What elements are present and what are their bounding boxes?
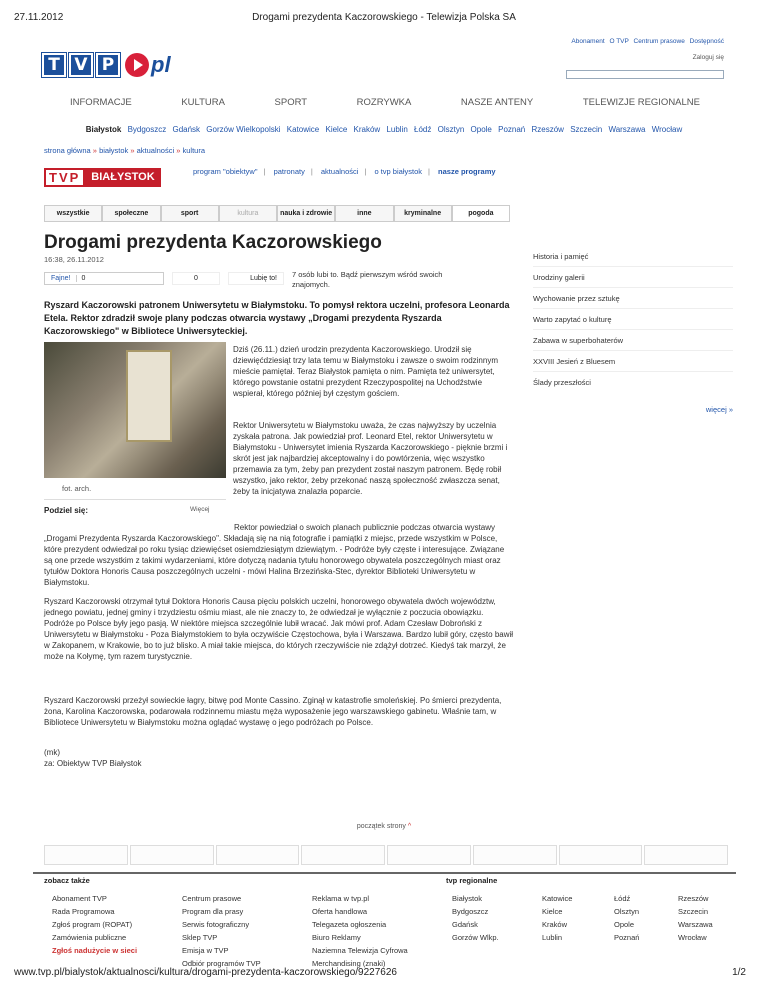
footer-region-link[interactable]: Lublin [542,933,563,942]
play-icon [125,53,149,77]
footer-banner[interactable] [644,845,728,865]
region-link[interactable]: Gdańsk [172,125,201,134]
footer-banner-row [44,845,730,865]
tab-kultura[interactable]: kultura [219,205,277,221]
nav-nasze-anteny[interactable]: NASZE ANTENY [460,97,534,108]
article-lead: Ryszard Kaczorowski patronem Uniwersytetu w Białymstoku. To pomysł rektora uczelni, profesora Leonarda Etela. Rektor zdradził swoje plany podczas otwarcia wystawy „Drogami prezydenta Ryszarda Kaczorowskiego" w Bibliotece Uniwersyteckiej. [44,300,510,336]
top-links [568,38,724,45]
nav-kultura[interactable]: KULTURA [181,97,225,108]
footer-regional-heading: tvp regionalne [446,876,498,885]
article-paragraph: Ryszard Kaczorowski otrzymał tytuł Doktora Honoris Causa pięciu polskich uczelni, honorowego obywatela dwóch województw, jednego powiatu, jednej gminy i trzydziestu ośmiu miast, ale nie znaczy to, że odwiedzał je wyłącznie z poczucia obowiązku. Podróże po Polsce były jego pasją. W niektóre miejsca szczególnie lubił wracać. Jak mówi prof. Adam Czesław Dobroński z Uniwersytetu w Białymstoku - Poza Białymstokiem to była oczywiście Częstochowa, była i Warszawa. Bardzo lubił góry, często bawił w Zakopanem, w Krakowie, bo to już blisko. A miał takie miejsca, do których rzeczywiście nie zdążył dotrzeć. Kiedyś tak marzył, że może na Kołymę, tym razem turystycznie. [44,597,514,661]
nav-sport[interactable]: SPORT [274,97,308,108]
facebook-like-text: 7 osób lubi to. Bądź pierwszym wśród swoich znajomych. [292,270,443,289]
print-date: 27.11.2012 [14,12,64,23]
footer-link[interactable]: Telegazeta ogłoszenia [312,920,387,929]
back-to-top[interactable] [0,823,768,830]
subnav-aktualnosci[interactable]: aktualności [320,167,359,176]
breadcrumb [44,146,205,155]
region-link[interactable]: Kraków [353,125,381,134]
footer-region-link[interactable]: Opole [614,920,635,929]
tvpb-logo-tvp: TVP [44,168,85,187]
print-title: Drogami prezydenta Kaczorowskiego - Telewizja Polska SA [252,12,516,23]
print-page-number: 1/2 [732,967,746,978]
region-link[interactable]: Opole [470,125,492,134]
back-to-top-label: początek strony [356,823,406,830]
footer-link[interactable]: Merchandising (znaki) [312,959,386,968]
footer-banner[interactable] [130,845,214,865]
sidebar-item[interactable]: Warto zapytać o kulturę [533,309,733,330]
footer-link-report-abuse[interactable]: Zgłoś nadużycie w sieci [52,946,138,955]
sidebar-item[interactable]: Zabawa w superbohaterów [533,330,733,351]
footer-divider [33,872,736,874]
region-link[interactable]: Kielce [325,125,348,134]
footer-link[interactable]: Biuro Reklamy [312,933,361,942]
tab-wszystkie[interactable]: wszystkie [44,205,102,221]
nav-informacje[interactable]: INFORMACJE [70,97,132,108]
footer-banner[interactable] [44,845,128,865]
tvpb-logo-bialystok: BIAŁYSTOK [85,168,160,187]
region-link[interactable]: Olsztyn [437,125,465,134]
footer-region-link[interactable]: Warszawa [678,920,713,929]
sidebar-item[interactable]: Ślady przeszłości [533,378,591,387]
breadcrumb-bialystok[interactable]: białystok [99,146,129,155]
footer-link[interactable]: Reklama w tvp.pl [312,894,370,903]
nav-rozrywka[interactable]: ROZRYWKA [356,97,412,108]
article-photo[interactable] [44,342,226,478]
footer-banner[interactable] [473,845,557,865]
tab-kryminalne[interactable]: kryminalne [394,205,452,221]
footer-see-also-heading: zobacz także [44,876,90,885]
fajne-count: 0 [81,275,86,282]
share-count: 0 [172,272,220,285]
footer-link[interactable]: Abonament TVP [52,894,107,903]
footer-link[interactable]: Centrum prasowe [182,894,242,903]
breadcrumb-aktualnosci[interactable]: aktualności [136,146,175,155]
footer-banner[interactable] [301,845,385,865]
footer-column [312,892,408,970]
article-paragraph: Rektor powiedział o swoich planach publicznie podczas otwarcia wystawy „Drogami Prezydenta Ryszarda Kaczorowskiego". Składają się na nią fotografie i pamiątki z miejsc, przede wszystkim w Polsce, które prezydent odwiedzał po roku tysiąc dziewięćset osiemdziesiątym dziewiątym. - Podróże były częste i interesujące. Związane są one przede wszystkim z takimi wydarzeniami, które dotyczą nadania tytułu honorowego obywatela poszczególnych miast oraz tytułów Doktora Honoris Causa poszczególnych uczelni - mówi Halina Brzezińska-Stec, dyrektor Biblioteki Uniwersytetu w Białymstoku. [44,523,505,587]
tvp-logo[interactable] [42,48,171,82]
logo-letter-v: V [69,53,93,77]
footer-region-link[interactable]: Poznań [614,933,640,942]
footer-region-column [614,892,639,944]
breadcrumb-kultura[interactable]: kultura [182,146,206,155]
tab-sport[interactable]: sport [161,205,219,221]
region-link[interactable]: Rzeszów [531,125,564,134]
page-title: Drogami prezydenta Kaczorowskiego [44,232,382,253]
regional-subnav [190,167,499,176]
main-nav [40,97,730,108]
sidebar-item[interactable]: Historia i pamięć [533,246,733,267]
subnav-separator: | [263,167,266,176]
footer-region-column [452,892,499,944]
breadcrumb-separator: » [130,146,135,155]
footer-link[interactable]: Rada Programowa [52,907,115,916]
footer-region-column [542,892,572,944]
footer-region-link[interactable]: Szczecin [678,907,709,916]
footer-link[interactable]: Sklep TVP [182,933,218,942]
subnav-o-tvp-bialystok[interactable]: o tvp białystok [374,167,422,176]
arrow-up-icon: ^ [407,823,412,830]
logo-letter-t: T [42,53,66,77]
sidebar-item[interactable]: Wychowanie przez sztukę [533,288,733,309]
tvp-bialystok-logo[interactable] [44,168,161,187]
region-link[interactable]: Wrocław [651,125,683,134]
footer-region-link[interactable]: Kielce [542,907,563,916]
region-link[interactable]: Katowice [286,125,320,134]
article-paragraph: Dziś (26.11.) dzień urodzin prezydenta Kaczorowskiego. Urodził się dziewięćdziesiąt trzy lata temu w Białymstoku i zawsze o swoim rodzinnym mieście pamiętał. Teraz Białystok pamięta o nim. Pamięta też uniwersytet, którego powstanie ostatni prezydent Rzeczypospolitej na Uchodźstwie wspierał, którego później był częstym gościem. [233,345,498,398]
top-link-centrum-prasowe[interactable]: Centrum prasowe [633,38,685,45]
share-more-link[interactable]: Więcej [190,506,210,513]
subnav-patronaty[interactable]: patronaty [273,167,305,176]
footer-link[interactable]: Zgłoś program (ROPAT) [52,920,133,929]
region-link[interactable]: Łódź [414,125,432,134]
footer-region-link[interactable]: Łódź [614,894,631,903]
footer-link[interactable]: Oferta handlowa [312,907,368,916]
top-link-dostepnosc[interactable]: Dostępność [689,38,724,45]
breadcrumb-separator: » [176,146,181,155]
footer-region-link[interactable]: Olsztyn [614,907,640,916]
footer-link[interactable]: Serwis fotograficzny [182,920,250,929]
footer-region-link[interactable]: Białystok [452,894,483,903]
footer-link[interactable]: Zamówienia publiczne [52,933,127,942]
login-link[interactable]: Zaloguj się [692,54,724,61]
share-label: Podziel się: [44,499,226,515]
footer-link[interactable]: Odbiór programów TVP [182,959,261,968]
search-input[interactable] [566,70,724,79]
region-link[interactable]: Bydgoszcz [127,125,167,134]
footer-link[interactable]: Emisja w TVP [182,946,229,955]
article-paragraph: Ryszard Kaczorowski przeżył sowieckie łagry, bitwę pod Monte Cassino. Zginął w katastrofie smoleńskiej. Po śmierci prezydenta, żona, Karolina Kaczorowska, podarowała rodzinnemu miastu męża wyposażenie jego warszawskiego gabinetu. Właśnie tam, w Bibliotece Uniwersytetu w Białymstoku można oglądać wystawę o jego podróżach po Polsce. [44,696,502,727]
subnav-nasze-programy[interactable]: nasze programy [438,167,496,176]
footer-region-link[interactable]: Wrocław [678,933,707,942]
nav-telewizje-regionalne[interactable]: TELEWIZJE REGIONALNE [582,97,700,108]
breadcrumb-separator: » [92,146,97,155]
footer-banner[interactable] [387,845,471,865]
region-link[interactable]: Gorzów Wielkopolski [206,125,281,134]
sidebar [533,246,733,414]
footer-column [182,892,261,970]
footer-region-link[interactable]: Gdańsk [452,920,478,929]
sidebar-item[interactable]: Urodziny galerii [533,267,733,288]
breadcrumb-home[interactable]: strona główna [44,146,91,155]
footer-column [52,892,137,957]
subnav-separator: | [310,167,313,176]
tab-nauka-i-zdrowie[interactable]: nauka i zdrowie [277,205,335,221]
footer-link[interactable]: Naziemna Telewizja Cyfrowa [312,946,408,955]
tab-pogoda[interactable]: pogoda [452,205,510,221]
tab-inne[interactable]: inne [335,205,393,221]
subnav-obiektyw[interactable]: program "obiektyw" [193,167,258,176]
region-link[interactable]: Poznań [498,125,526,134]
article-author: (mk) [44,748,60,757]
article-source: za: Obiektyw TVP Białystok [44,759,142,768]
region-link[interactable]: Lublin [386,125,408,134]
category-tabs [44,205,510,222]
region-nav [0,125,768,134]
footer-link[interactable]: Program dla prasy [182,907,244,916]
like-button[interactable]: Lubię to! [228,272,284,285]
article-date: 16:38, 26.11.2012 [44,255,104,264]
print-url: www.tvp.pl/bialystok/aktualnosci/kultura/drogami-prezydenta-kaczorowskiego/9227626 [14,967,397,978]
region-link[interactable]: Szczecin [570,125,603,134]
region-link[interactable]: Warszawa [608,125,646,134]
fajne-widget[interactable] [44,272,164,285]
sidebar-more-link[interactable]: więcej » [705,405,733,414]
tab-spoleczne[interactable]: społeczne [102,205,160,221]
footer-region-link[interactable]: Gorzów Wlkp. [452,933,499,942]
top-link-abonament[interactable]: Abonament [571,38,605,45]
subnav-separator: | [364,167,367,176]
photo-caption: fot. arch. [62,484,92,493]
footer-banner[interactable] [559,845,643,865]
footer-banner[interactable] [216,845,300,865]
region-link[interactable]: Białystok [85,125,122,134]
footer-region-link[interactable]: Bydgoszcz [452,907,489,916]
footer-region-link[interactable]: Rzeszów [678,894,709,903]
logo-pl: pl [151,52,171,77]
sidebar-item[interactable]: XXVIII Jesień z Bluesem [533,351,733,372]
top-link-o-tvp[interactable]: O TVP [609,38,629,45]
footer-region-link[interactable]: Kraków [542,920,568,929]
footer-region-link[interactable]: Katowice [542,894,573,903]
footer-region-column [678,892,713,944]
photo-exhibit-board [126,350,172,442]
logo-letter-p: P [96,53,120,77]
subnav-separator: | [428,167,430,176]
fajne-label: Fajne! [45,275,77,282]
article-paragraph: Rektor Uniwersytetu w Białymstoku uważa, że czas najwyższy by uczelnia zyskała patrona. Jak powiedział prof. Leonard Etel, rektor Uniwersytetu w Białymstoku - Uniwersytet imienia Ryszarda Kaczorowskiego - pięknie brzmi i skrót jest jak najbardziej akceptowalny i do powtórzenia, więc wszystko przemawia za tym, żeby pan prezydent został naszym patronem. Będę robił wszystko, jako rektor, żeby przekonać naszą społeczność zwłaszcza senat, żeby ta inicjatywa znalazła poparcie. [233,421,508,496]
